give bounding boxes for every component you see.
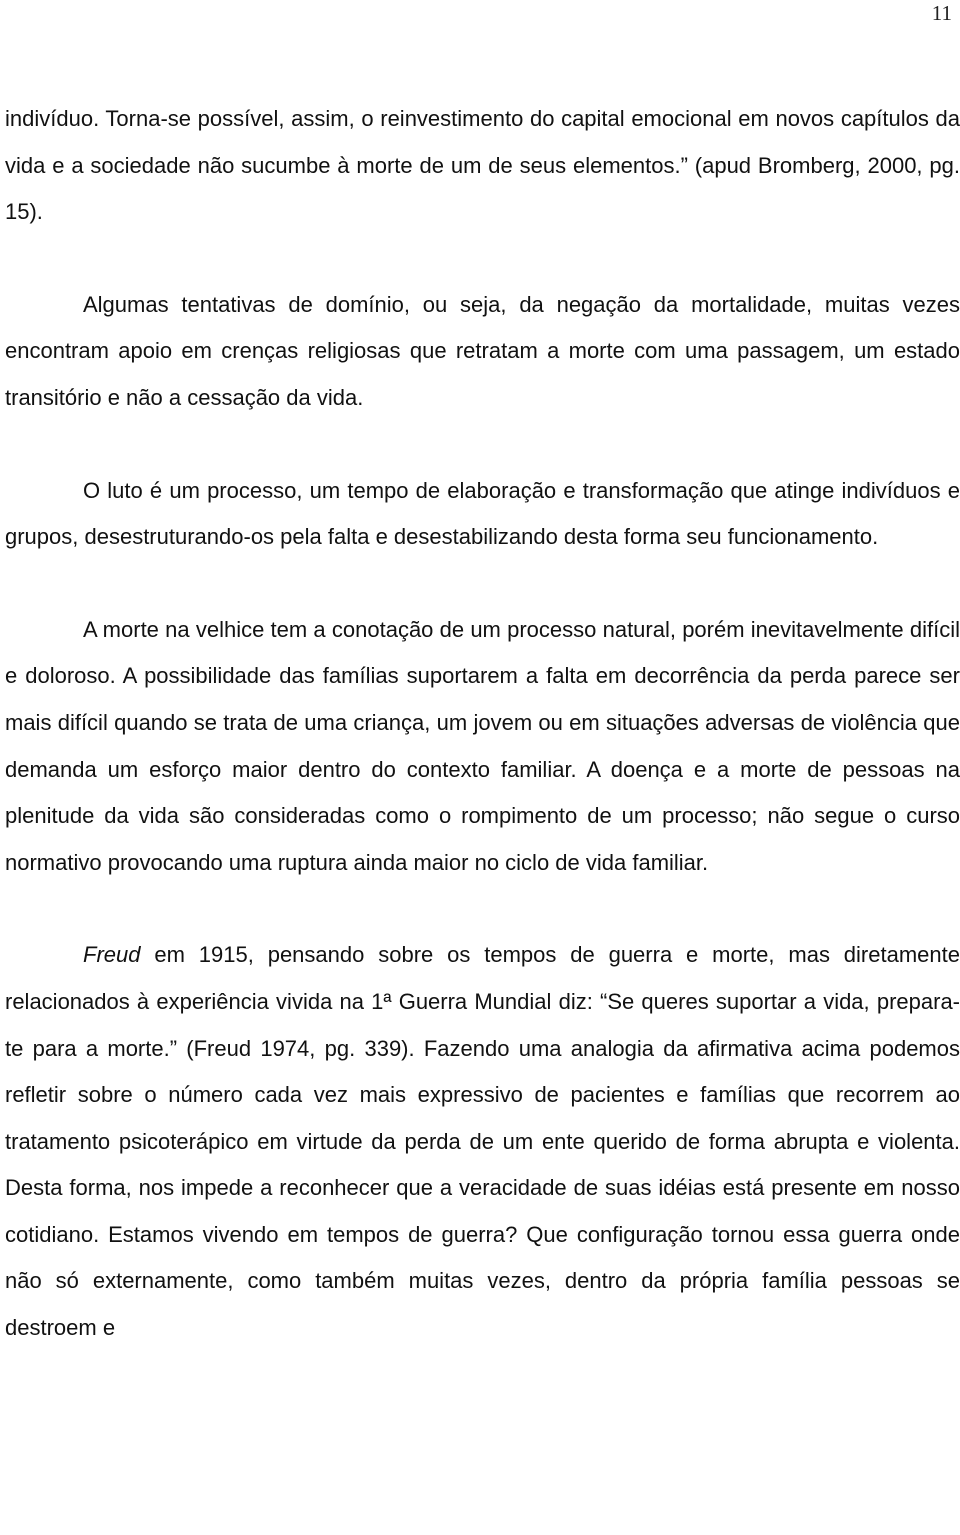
paragraph-mourning-process: O luto é um processo, um tempo de elaboração e transformação que atinge indivíduos e grupos, desestruturando-os pela falta e desestabilizando desta forma seu funcionamento. [5, 477, 960, 550]
paragraph-death-in-old-age: A morte na velhice tem a conotação de um processo natural, porém inevitavelmente difícil e doloroso. A possibilidade das famílias suportarem a falta em decorrência da perda parece ser mais difícil quando se trata de uma criança, um jovem ou em situações adversas de violência que demanda um esforço maior dentro do contexto familiar. A doença e a morte de pessoas na plenitude da vida são consideradas como o rompimento de um processo; não segue o curso normativo provocando uma ruptura ainda maior no ciclo de vida familiar. [5, 616, 960, 875]
freud-italic: Freud [83, 942, 141, 968]
document-body [5, 96, 960, 1352]
page-number: 11 [931, 1, 952, 25]
paragraph-denial-of-mortality: Algumas tentativas de domínio, ou seja, da negação da mortalidade, muitas vezes encontram apoio em crenças religiosas que retratam a morte com uma passagem, um estado transitório e não a cessação da vida. [5, 291, 960, 410]
freud-paragraph-text: em 1915, pensando sobre os tempos de guerra e morte, mas diretamente relacionados à experiência vivida na 1ª Guerra Mundial diz: “Se queres suportar a vida, prepara-te para a morte.” (Freud 1974, pg. 339). Fazendo uma analogia da afirmativa acima podemos refletir sobre o número cada vez mais expressivo de pacientes e famílias que recorrem ao tratamento psicoterápico em virtude da perda de um ente querido de forma abrupta e violenta. Desta forma, nos impede a reconhecer que a veracidade de suas idéias está presente em nosso cotidiano. Estamos vivendo em tempos de guerra? Que configuração tornou essa guerra onde não só externamente, como também muitas vezes, dentro da própria família pessoas se destroem e [5, 942, 960, 1341]
paragraph-freud-war [5, 932, 960, 1351]
paragraph-quote-continuation: indivíduo. Torna-se possível, assim, o reinvestimento do capital emocional em novos capítulos da vida e a sociedade não sucumbe à morte de um de seus elementos.” (apud Bromberg, 2000, pg. 15). [5, 106, 960, 225]
